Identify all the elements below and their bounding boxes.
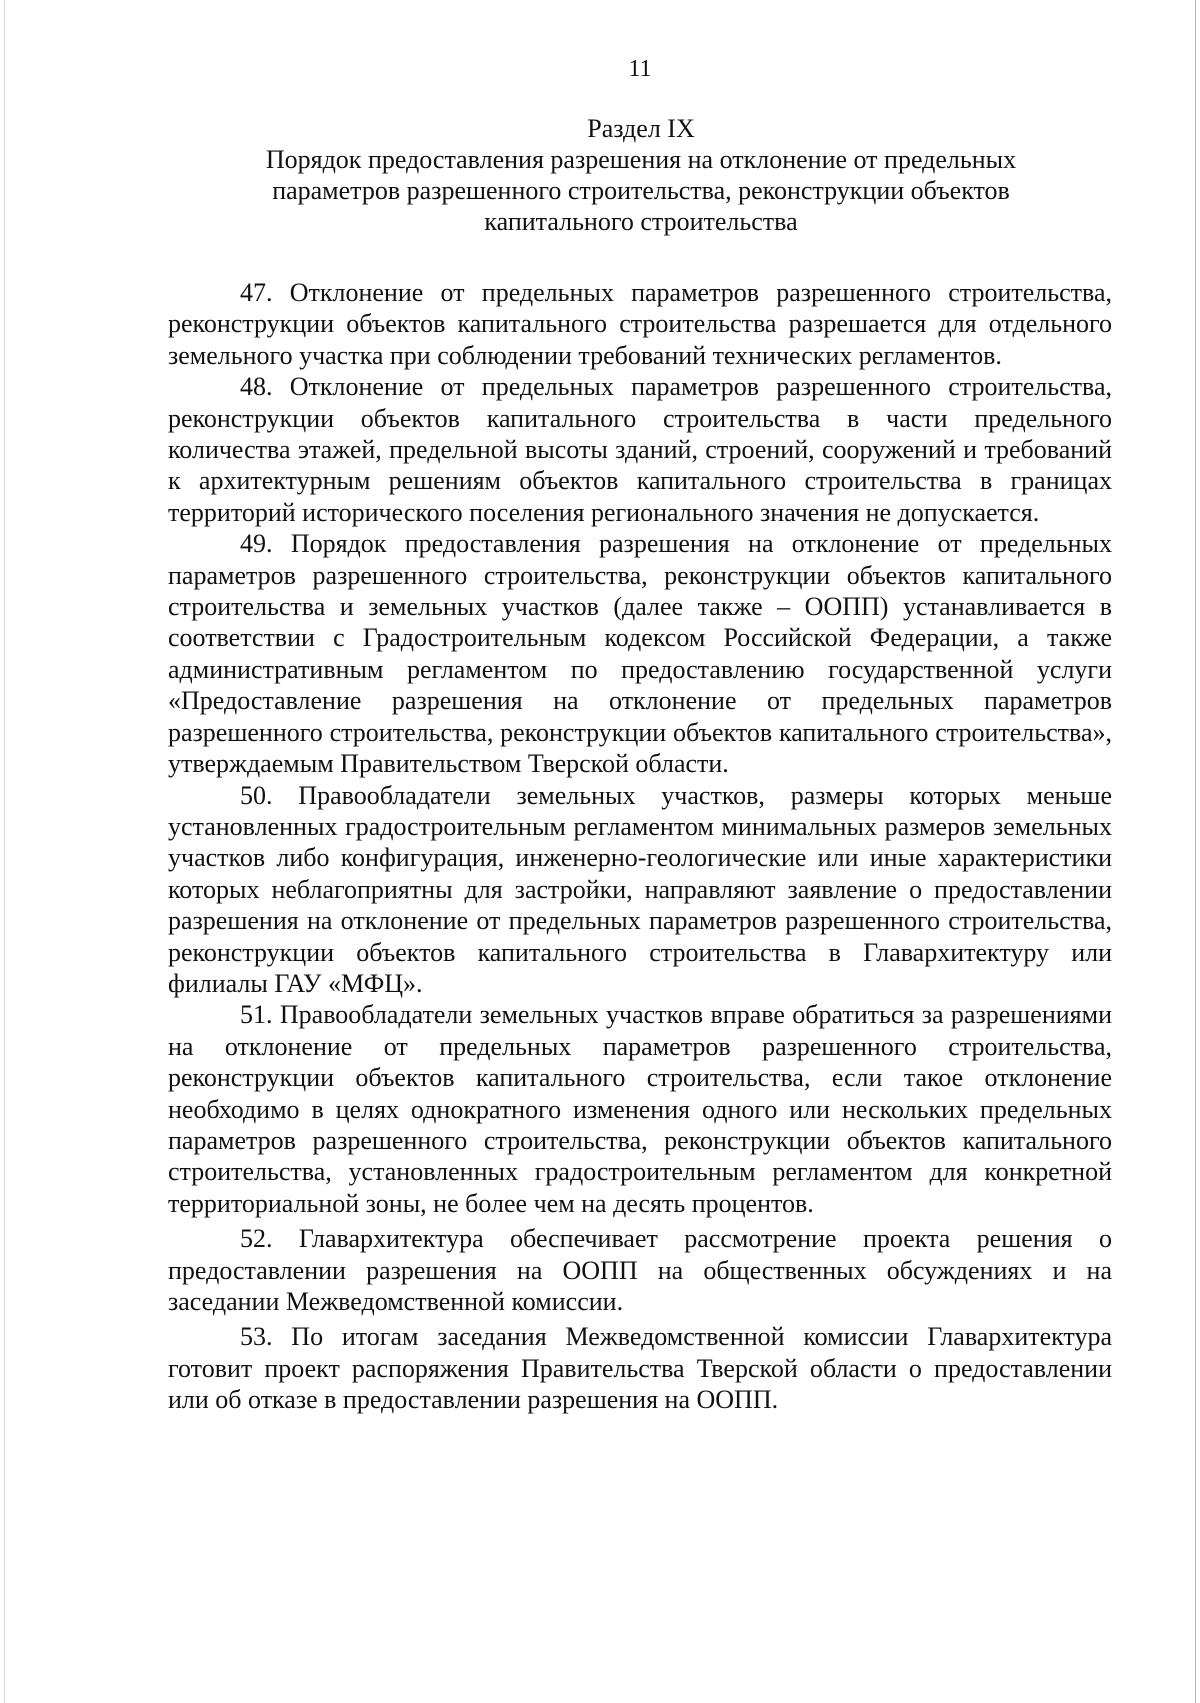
paragraph-48: 48. Отклонение от предельных параметров разрешенного строительства, реконструкции объектов капитального строительства в части предельного количества этажей, предельной высоты зданий, строений, сооружений и требований к архитектурным решениям объектов капитального строительства в границах территорий исторического поселения регионального значения не допускается. bbox=[168, 372, 1112, 527]
scan-edge-line-left bbox=[4, 0, 5, 1703]
paragraph-50: 50. Правообладатели земельных участков, размеры которых меньше установленных градостроительным регламентом минимальных размеров земельных участков либо конфигурация, инженерно-геологические или иные характеристики которых неблагоприятны для застройки, направляют заявление о предоставлении разрешения на отклонение от предельных параметров разрешенного строительства, реконструкции объектов капитального строительства в Главархитектуру или филиалы ГАУ «МФЦ». bbox=[168, 780, 1112, 998]
document-body bbox=[168, 277, 1112, 1416]
page-number: 11 bbox=[628, 56, 652, 82]
paragraph-52: 52. Главархитектура обеспечивает рассмотрение проекта решения о предоставлении разрешения на ООПП на общественных обсуждениях и на заседании Межведомственной комиссии. bbox=[168, 1224, 1112, 1316]
section-label: Раздел IX bbox=[587, 114, 695, 143]
scan-edge-line-right bbox=[1195, 0, 1196, 1703]
paragraph-51: 51. Правообладатели земельных участков вправе обратиться за разрешениями на отклонение от предельных параметров разрешенного строительства, реконструкции объектов капитального строительства, если такое отклонение необходимо в целях однократного изменения одного или нескольких предельных параметров разрешенного строительства, реконструкции объектов капитального строительства, установленных градостроительным регламентом для конкретной территориальной зоны, не более чем на десять процентов. bbox=[168, 1000, 1112, 1218]
section-title: Порядок предоставления разрешения на отклонение от предельных параметров разрешенного строительства, реконструкции объектов капитального строительства bbox=[265, 145, 1017, 236]
paragraph-49: 49. Порядок предоставления разрешения на отклонение от предельных параметров разрешенного строительства, реконструкции объектов капитального строительства и земельных участков (далее также – ООПП) устанавливается в соответствии с Градостроительным кодексом Российской Федерации, а также административным регламентом по предоставлению государственной услуги «Предоставление разрешения на отклонение от предельных параметров разрешенного строительства, реконструкции объектов капитального строительства», утверждаемым Правительством Тверской области. bbox=[168, 529, 1112, 779]
section-heading bbox=[220, 113, 1062, 237]
paragraph-53: 53. По итогам заседания Межведомственной комиссии Главархитектура готовит проект распоряжения Правительства Тверской области о предоставлении или об отказе в предоставлении разрешения на ООПП. bbox=[168, 1322, 1112, 1415]
paragraph-47: 47. Отклонение от предельных параметров разрешенного строительства, реконструкции объектов капитального строительства разрешается для отдельного земельного участка при соблюдении требований технических регламентов. bbox=[168, 278, 1112, 370]
